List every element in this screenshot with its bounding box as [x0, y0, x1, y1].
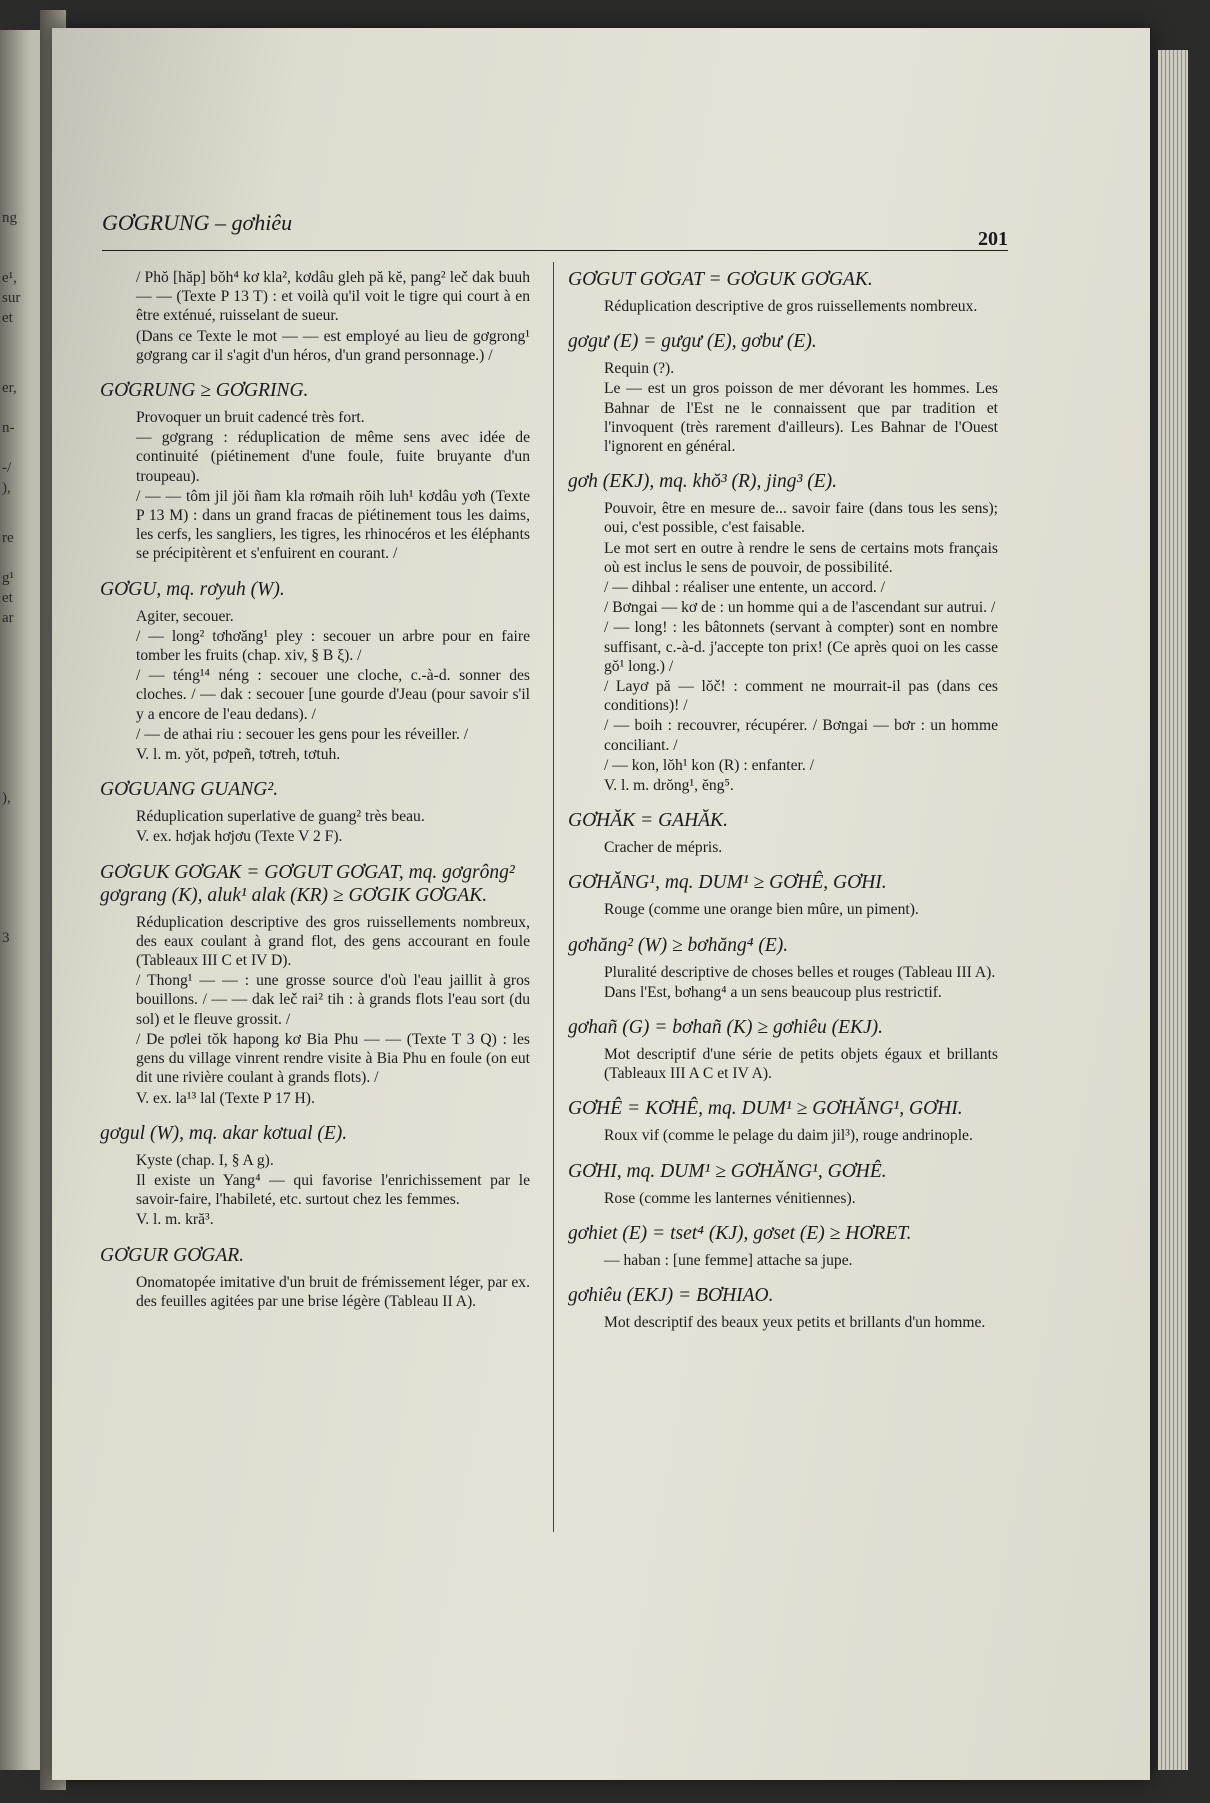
entry-text: / Layơ pă — lŏč! : comment ne mourrait-il pas (dans ces conditions)! / — [604, 678, 998, 715]
entry-text: V. l. m. drŏng¹, ĕng⁵. — [604, 777, 734, 795]
entry-text: V. ex. la¹³ lal (Texte P 17 H). — [136, 1089, 315, 1107]
dictionary-entry — [568, 470, 998, 795]
entry-text: V. l. m. kră³. — [136, 1211, 214, 1229]
prev-page-fragment: et — [2, 310, 13, 326]
prev-page-fragment: ), — [2, 790, 11, 806]
entry-headword: gơgul (W), mq. akar kơtual (E). — [100, 1122, 348, 1144]
dictionary-entry — [100, 1244, 530, 1311]
dictionary-entry — [100, 379, 530, 564]
entry-text: Pluralité descriptive de choses belles et rouges (Tableau III A). — [604, 963, 996, 981]
entry-text: Le mot sert en outre à rendre le sens de certains mots français où est inclus le sens de pouvoir, de possibilité. — [604, 539, 998, 576]
dictionary-entry — [568, 809, 998, 857]
prev-page-fragment: et — [2, 590, 13, 606]
entry-text: / — boih : recouvrer, récupérer. / Bơngai — bơr : un homme conciliant. / — [604, 717, 998, 754]
entry-text: Agiter, secouer. — [136, 607, 234, 625]
dictionary-entry — [568, 871, 998, 919]
entry-text: / — long² tơhơăng¹ pley : secouer un arbre pour en faire tomber les fruits (chap. xiv, § B ξ). / — [136, 627, 530, 665]
entry-text: / — kon, lŏh¹ kon (R) : enfanter. / — [604, 756, 814, 774]
entry-text: Rose (comme les lanternes vénitiennes). — [604, 1189, 856, 1207]
prev-page-fragment: -/ — [2, 460, 12, 476]
entry-text: / — de athai riu : secouer les gens pour les réveiller. / — [136, 725, 469, 743]
entry-headword: gơh (EKJ), mq. khŏ³ (R), jing³ (E). — [568, 471, 838, 493]
entry-headword: GƠGUR GƠGAR. — [100, 1244, 245, 1266]
entry-headword: GƠGUK GƠGAK = GƠGUT GƠGAT, mq. gơgrông² gơgrang (K), aluk¹ alak (KR) ≥ GƠGIK GƠGAK. — [100, 861, 515, 906]
dictionary-entry — [568, 934, 998, 1002]
entry-headword: GƠHĂK = GAHĂK. — [568, 810, 728, 832]
entry-text: — haban : [une femme] attache sa jupe. — [604, 1251, 853, 1269]
entry-headword: GƠGU, mq. rơyuh (W). — [100, 578, 285, 600]
prev-page-fragment: ), — [2, 480, 11, 496]
prev-page-fragment: sur — [2, 290, 21, 306]
page-edges — [1158, 50, 1188, 1770]
entry-text: Pouvoir, être en mesure de... savoir faire (dans tous les sens); oui, c'est possible, c'est faisable. — [604, 500, 998, 537]
entry-text: / — téng¹⁴ néng : secouer une cloche, c.-à-d. sonner des cloches. / — dak : secouer [une gourde d'Jeau (pour savoir s'il y a encore de l'eau dedans). / — [136, 667, 530, 723]
entry-headword: GƠHÊ = KƠHÊ, mq. DUM¹ ≥ GƠHĂNG¹, GƠHI. — [568, 1098, 963, 1120]
dictionary-entry — [100, 1122, 530, 1230]
dictionary-entry — [568, 1016, 998, 1083]
left-column — [100, 268, 530, 1325]
dictionary-entry — [100, 578, 530, 765]
entry-headword: GƠGUANG GUANG². — [100, 779, 279, 801]
entry-text: Mot descriptif des beaux yeux petits et brillants d'un homme. — [604, 1314, 986, 1332]
page-number: 201 — [978, 228, 1008, 250]
prev-page-fragment: g¹ — [2, 570, 14, 586]
entry-text: / Phŏ [hăp] bŏh⁴ kơ kla², kơdâu gleh pă kĕ, pang² leč dak buuh — — (Texte P 13 T) : et voilà qu'il voit le tigre qui court à en être exténué, ruisselant de sueur. — [136, 269, 530, 325]
entry-text: Réduplication superlative de guang² très beau. — [136, 808, 425, 826]
dictionary-entry — [568, 1284, 998, 1332]
entry-text: Réduplication descriptive des gros ruissellements nombreux, des eaux coulant à grand flot, des gens accourant en foule (Tableaux III C et IV D). — [136, 913, 530, 970]
column-divider — [553, 262, 554, 1532]
entry-headword: gơhiêu (EKJ) = BƠHIAO. — [568, 1285, 774, 1307]
dictionary-entry — [100, 268, 530, 365]
entry-text: / Thong¹ — — : une grosse source d'où l'eau jaillit à gros bouillons. / — — dak leč rai² tih : à grands flots l'eau sort (du sol) et le fleuve grossit. / — [136, 972, 530, 1028]
entry-text: Provoquer un bruit cadencé très fort. — [136, 409, 365, 427]
dictionary-entry — [568, 268, 998, 316]
running-header — [102, 210, 1008, 251]
prev-page-fragment: n- — [2, 420, 15, 436]
entry-text: Onomatopée imitative d'un bruit de frémissement léger, par ex. des feuilles agitées par une brise légère (Tableau II A). — [136, 1273, 530, 1310]
entry-headword: gơhiet (E) = tset⁴ (KJ), gơset (E) ≥ HƠRET. — [568, 1222, 912, 1244]
dictionary-entry — [568, 330, 998, 456]
entry-text: — gơgrang : réduplication de même sens avec idée de continuité (piétinement d'une foule, fuite bruyante d'un troupeau). — [136, 429, 530, 485]
entry-text: / — — tôm jil jŏi ñam kla rơmaih rŏih luh¹ kơdâu yơh (Texte P 13 M) : dans un grand fracas de piétinement tous les daims, les cerfs, les sangliers, les tigres, les rhinocéros et les éléphants se précipitèrent et s'enfuirent en courant. / — [136, 487, 530, 563]
entry-headword: GƠGUT GƠGAT = GƠGUK GƠGAK. — [568, 269, 873, 290]
entry-text: Réduplication descriptive de gros ruissellements nombreux. — [604, 298, 978, 315]
prev-page-fragment: ar — [2, 610, 14, 626]
prev-page-fragment: re — [2, 530, 14, 546]
entry-text: Mot descriptif d'une série de petits objets égaux et brillants (Tableaux III A C et IV A). — [604, 1046, 998, 1083]
dictionary-entry — [568, 1160, 998, 1208]
header-title: GƠGRUNG – gơhiêu — [102, 210, 293, 235]
entry-text: Dans l'Est, bơhang⁴ a un sens beaucoup plus restrictif. — [604, 983, 942, 1001]
dictionary-entry — [100, 861, 530, 1108]
entry-headword: GƠHI, mq. DUM¹ ≥ GƠHĂNG¹, GƠHÊ. — [568, 1160, 887, 1182]
entry-text: Il existe un Yang⁴ — qui favorise l'enrichissement par le savoir-faire, l'habileté, etc. surtout chez les femmes. — [136, 1171, 530, 1209]
prev-page-fragment: ng — [2, 210, 17, 226]
dictionary-entry — [568, 1222, 998, 1270]
dictionary-entry — [100, 778, 530, 846]
entry-text: Roux vif (comme le pelage du daim jil³), rouge andrinople. — [604, 1127, 973, 1145]
right-column — [568, 268, 998, 1346]
prev-page-fragment: er, — [2, 380, 17, 396]
entry-text: Requin (?). — [604, 360, 675, 378]
entry-text: / — long! : les bâtonnets (servant à compter) sont en nombre suffisant, c.-à-d. j'accepte ton prix! (Ce après quoi on les casse gŏ¹ long.) / — [604, 619, 998, 675]
entry-text: V. ex. hơjak hơjơu (Texte V 2 F). — [136, 828, 343, 846]
prev-page-fragment: 3 — [2, 930, 10, 946]
entry-headword: GƠGRUNG ≥ GƠGRING. — [100, 380, 309, 402]
entry-text: (Dans ce Texte le mot — — est employé au lieu de gơgrong¹ gơgrang car il s'agit d'un héros, d'un grand personnage.) / — [136, 327, 530, 364]
entry-text: Le — est un gros poisson de mer dévorant les hommes. Les Bahnar de l'Est ne le connaissent que par tradition et l'invoquent (très rarement d'ailleurs). Les Bahnar de l'Ouest l'ignorent en général. — [604, 380, 998, 456]
entry-text: Kyste (chap. I, § A g). — [136, 1151, 274, 1169]
entry-text: Rouge (comme une orange bien mûre, un piment). — [604, 901, 919, 919]
entry-headword: gơhăng² (W) ≥ bơhăng⁴ (E). — [568, 934, 789, 956]
entry-text: / Bơngai — kơ de : un homme qui a de l'ascendant sur autrui. / — [604, 599, 996, 617]
entry-headword: gơhañ (G) = bơhañ (K) ≥ gơhiêu (EKJ). — [568, 1017, 884, 1039]
prev-page-fragment: e¹, — [2, 270, 17, 286]
entry-text: / — dihbal : réaliser une entente, un accord. / — [604, 579, 886, 597]
dictionary-entry — [568, 1097, 998, 1145]
entry-headword: gơgư (E) = gưgư (E), gơbư (E). — [568, 331, 817, 353]
entry-text: / De pơlei tŏk hapong kơ Bia Phu — — (Texte T 3 Q) : les gens du village vinrent rendre visite à Bia Phu en foule (on eut dit une rivière coulant à grands flots). / — [136, 1030, 530, 1087]
entry-headword: GƠHĂNG¹, mq. DUM¹ ≥ GƠHÊ, GƠHI. — [568, 872, 887, 894]
entry-text: Cracher de mépris. — [604, 839, 723, 857]
entry-text: V. l. m. yŏt, pơpeñ, tơtreh, tơtuh. — [136, 746, 341, 764]
